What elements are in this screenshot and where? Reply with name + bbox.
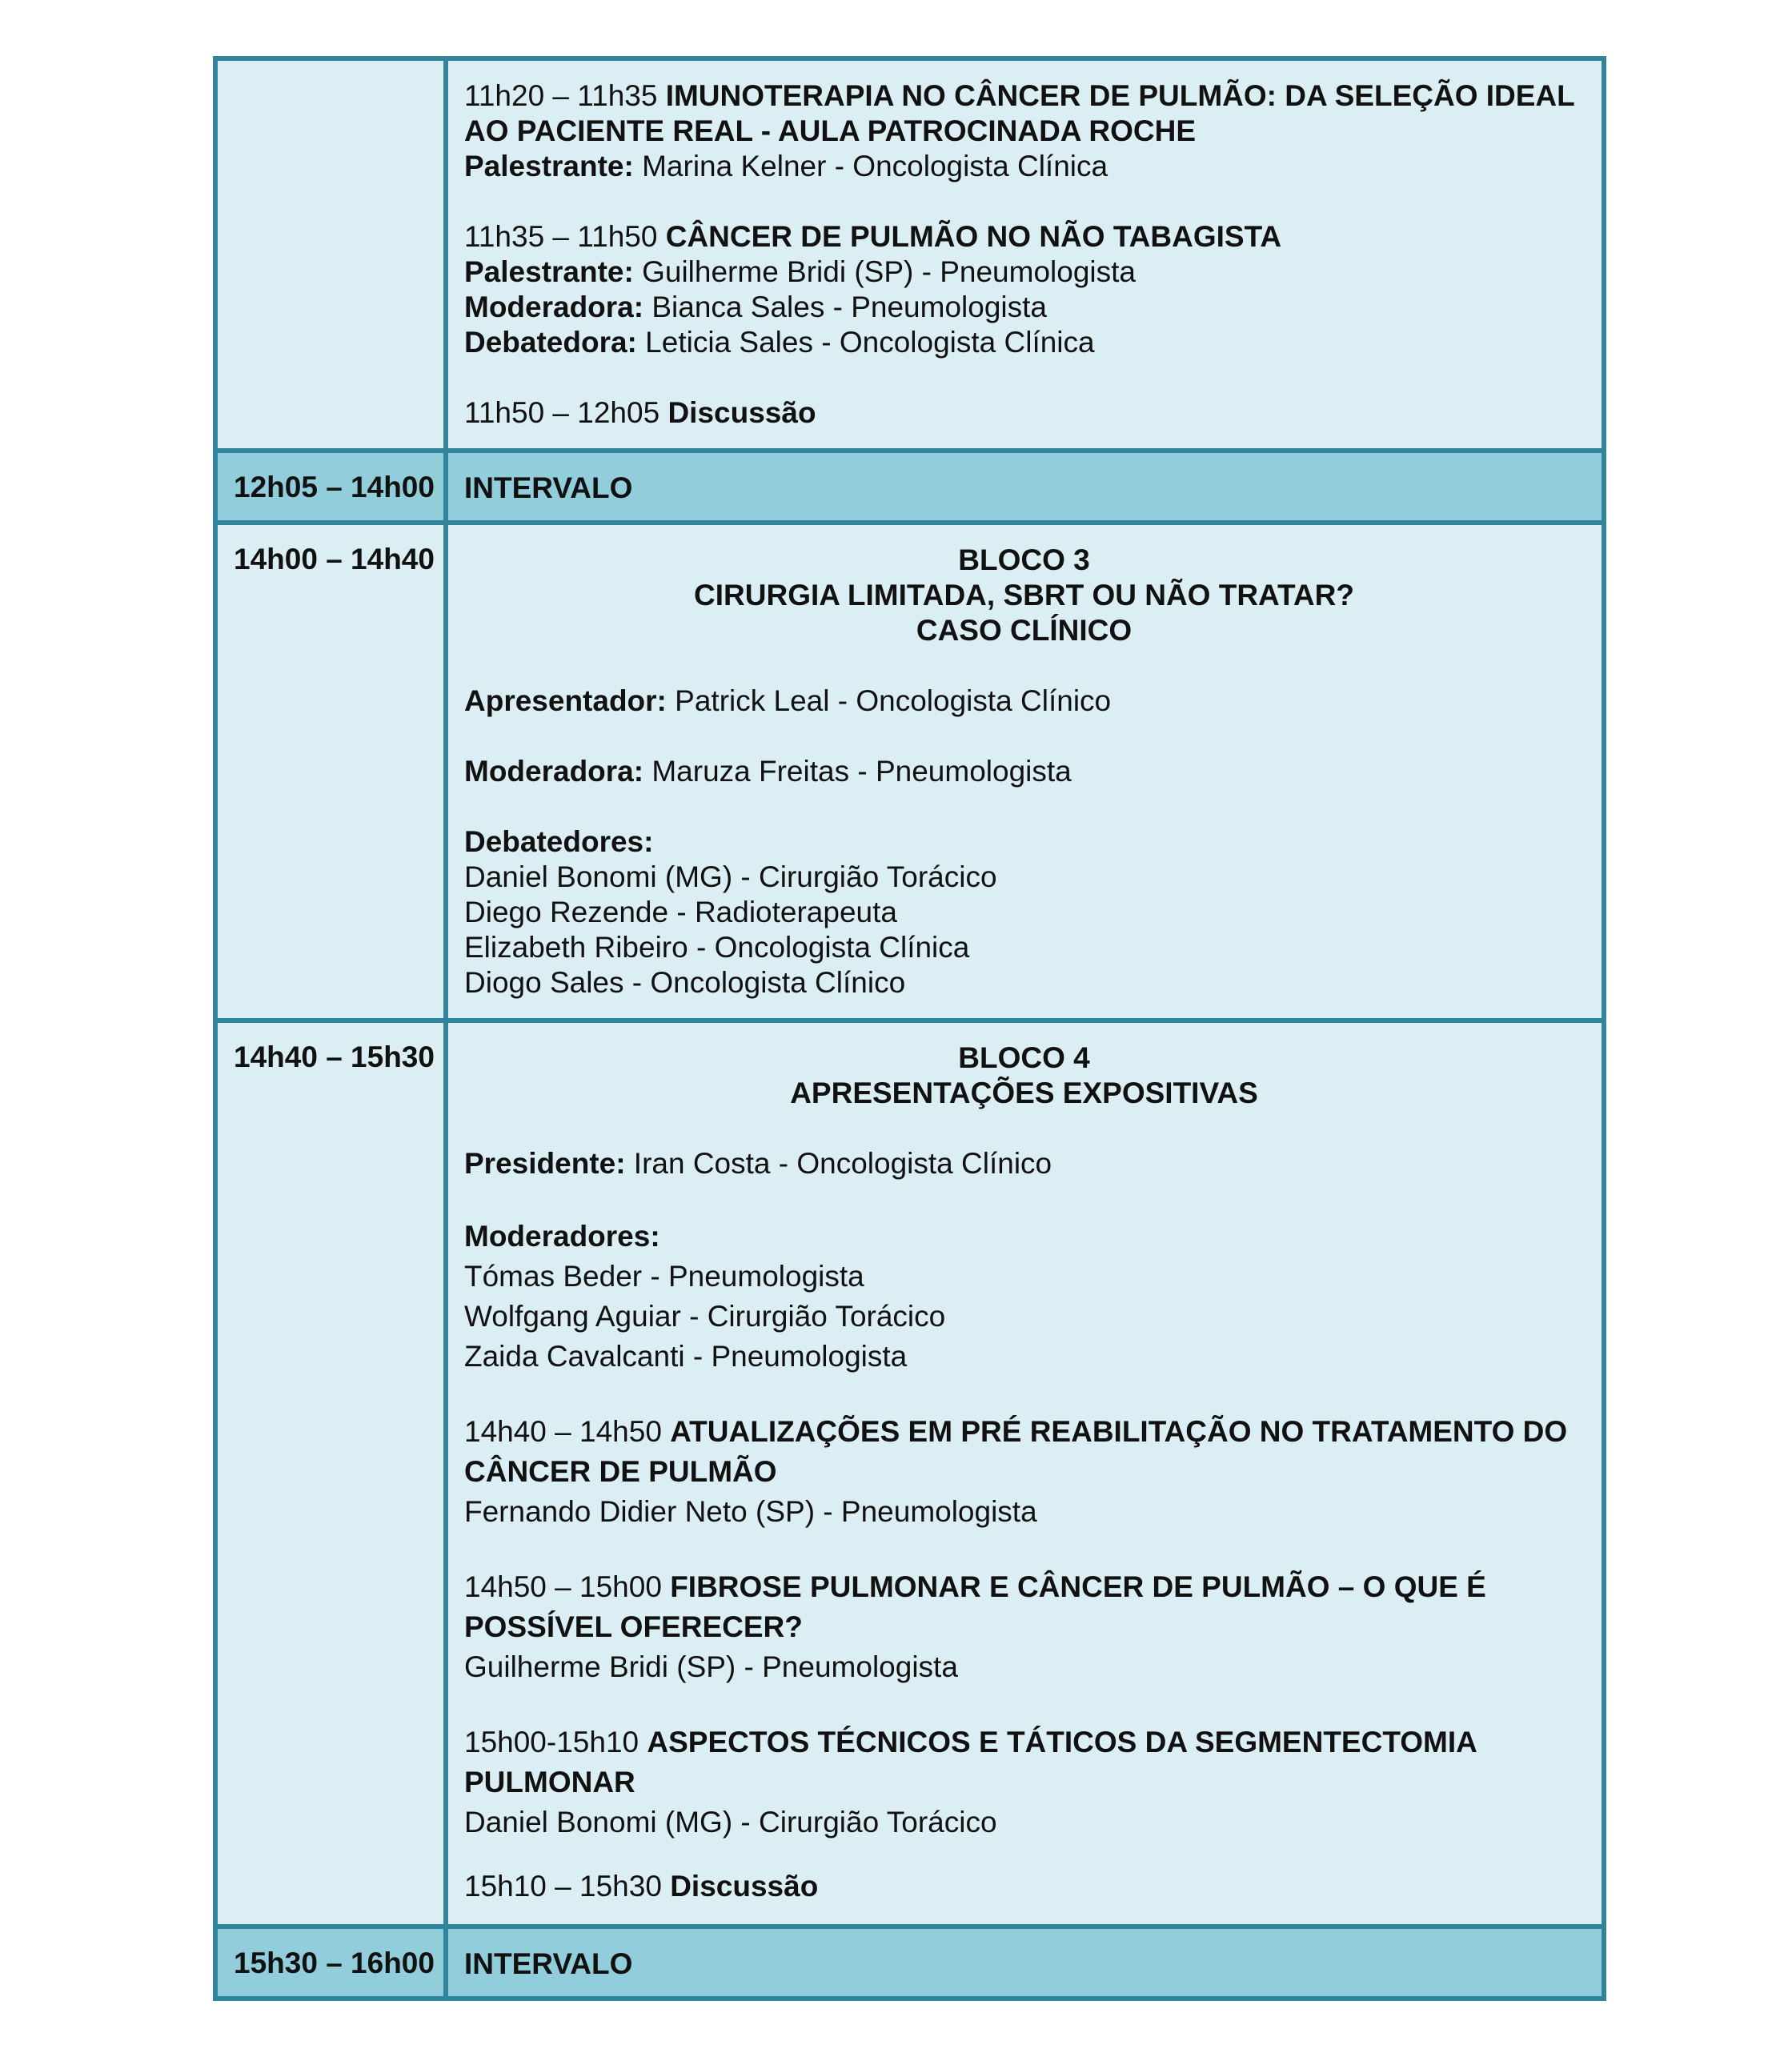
- debater-line: Debatedora: Leticia Sales - Oncologista Clínica: [464, 326, 1095, 359]
- table-row: [218, 1023, 1602, 1929]
- content-cell: [448, 61, 1602, 448]
- list-item: Tómas Beder - Pneumologista: [464, 1260, 864, 1293]
- block-title: BLOCO 3: [958, 543, 1090, 576]
- content-cell: [448, 1023, 1602, 1924]
- time-cell: 12h05 – 14h00: [218, 453, 443, 520]
- break-row: [218, 1929, 1602, 1996]
- schedule-table: [213, 56, 1606, 2001]
- moderators-label: Moderadores:: [464, 1220, 660, 1253]
- debaters-label: Debatedores:: [464, 825, 654, 858]
- list-item: Diego Rezende - Radioterapeuta: [464, 896, 897, 928]
- break-label: INTERVALO: [448, 453, 1602, 520]
- speaker-line: Daniel Bonomi (MG) - Cirurgião Torácico: [464, 1806, 997, 1838]
- block-subtitle: CASO CLÍNICO: [916, 614, 1133, 647]
- list-item: Zaida Cavalcanti - Pneumologista: [464, 1340, 908, 1373]
- list-item: Diogo Sales - Oncologista Clínico: [464, 966, 906, 999]
- list-item: Elizabeth Ribeiro - Oncologista Clínica: [464, 931, 970, 964]
- speaker-line: Fernando Didier Neto (SP) - Pneumologista: [464, 1495, 1037, 1528]
- time-cell: 14h00 – 14h40: [218, 525, 443, 1018]
- table-row: [218, 525, 1602, 1023]
- speaker-line: Palestrante: Marina Kelner - Oncologista Clínica: [464, 150, 1108, 182]
- moderator-line: Moderadora: Bianca Sales - Pneumologista: [464, 291, 1047, 323]
- time-cell: 15h30 – 16h00: [218, 1929, 443, 1996]
- session-item: 15h00-15h10 ASPECTOS TÉCNICOS E TÁTICOS DA SEGMENTECTOMIA PULMONAR: [464, 1726, 1477, 1798]
- time-cell: [218, 61, 443, 448]
- speaker-line: Guilherme Bridi (SP) - Pneumologista: [464, 1650, 958, 1683]
- list-item: Wolfgang Aguiar - Cirurgião Torácico: [464, 1300, 946, 1333]
- session-item: 15h10 – 15h30 Discussão: [464, 1870, 819, 1903]
- moderator-line: Moderadora: Maruza Freitas - Pneumologista: [464, 755, 1072, 788]
- president-line: Presidente: Iran Costa - Oncologista Clínico: [464, 1147, 1052, 1180]
- session-item: 14h40 – 14h50 ATUALIZAÇÕES EM PRÉ REABILITAÇÃO NO TRATAMENTO DO CÂNCER DE PULMÃO: [464, 1415, 1568, 1488]
- presenter-line: Apresentador: Patrick Leal - Oncologista Clínico: [464, 684, 1112, 717]
- session-item: 11h35 – 11h50 CÂNCER DE PULMÃO NO NÃO TABAGISTA: [464, 220, 1282, 253]
- block-title: BLOCO 4: [958, 1041, 1090, 1074]
- table-row: [218, 61, 1602, 453]
- session-item: 14h50 – 15h00 FIBROSE PULMONAR E CÂNCER DE PULMÃO – O QUE É POSSÍVEL OFERECER?: [464, 1570, 1486, 1643]
- session-item: 11h20 – 11h35 IMUNOTERAPIA NO CÂNCER DE PULMÃO: DA SELEÇÃO IDEAL AO PACIENTE REAL - AULA PATROCINADA ROCHE: [464, 79, 1575, 147]
- block-subtitle: APRESENTAÇÕES EXPOSITIVAS: [790, 1077, 1258, 1109]
- list-item: Daniel Bonomi (MG) - Cirurgião Torácico: [464, 860, 997, 893]
- break-label: INTERVALO: [448, 1929, 1602, 1996]
- block-subtitle: CIRURGIA LIMITADA, SBRT OU NÃO TRATAR?: [694, 579, 1354, 611]
- break-row: [218, 453, 1602, 525]
- content-cell: [448, 525, 1602, 1018]
- session-item: 11h50 – 12h05 Discussão: [464, 396, 816, 429]
- time-cell: 14h40 – 15h30: [218, 1023, 443, 1924]
- speaker-line: Palestrante: Guilherme Bridi (SP) - Pneumologista: [464, 255, 1136, 288]
